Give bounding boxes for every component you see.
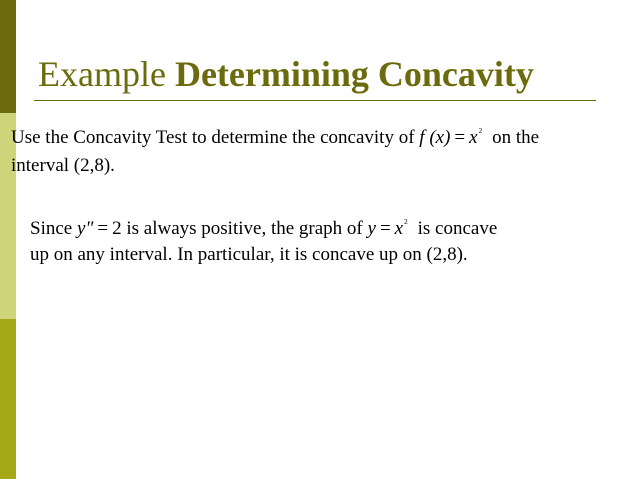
solution-value: 2	[112, 218, 122, 239]
title-normal: Example	[38, 54, 166, 94]
title-bold: Determining Concavity	[174, 54, 534, 94]
problem-equals: =	[454, 127, 466, 148]
solution-exponent: 2	[404, 218, 408, 226]
solution-x: x	[394, 218, 404, 239]
problem-function: f (x)	[419, 127, 451, 148]
title-underline	[34, 100, 596, 101]
slide-title	[38, 52, 534, 96]
solution-y: y	[367, 218, 376, 239]
problem-line-1	[11, 118, 636, 151]
solution-equals-2: =	[379, 218, 391, 239]
problem-exponent: 2	[478, 127, 483, 135]
problem-x: x	[469, 127, 478, 148]
sidebar-segment-mid	[0, 319, 16, 479]
problem-line-2: interval (2,8).	[11, 155, 115, 176]
problem-text-after: on the	[492, 127, 540, 148]
sidebar-decoration	[0, 0, 16, 479]
solution-text-after: is concave	[417, 218, 498, 239]
solution-line-1	[30, 209, 497, 242]
solution-text-since: Since	[30, 218, 77, 239]
solution-line-2: up on any interval. In particular, it is concave up on (2,8).	[30, 244, 468, 265]
solution-second-derivative: y"	[76, 218, 94, 239]
solution-text-middle: is always positive, the graph of	[121, 218, 368, 239]
solution-equals: =	[97, 218, 109, 239]
problem-text-before: Use the Concavity Test to determine the concavity of	[11, 127, 420, 148]
sidebar-segment-dark	[0, 0, 16, 113]
